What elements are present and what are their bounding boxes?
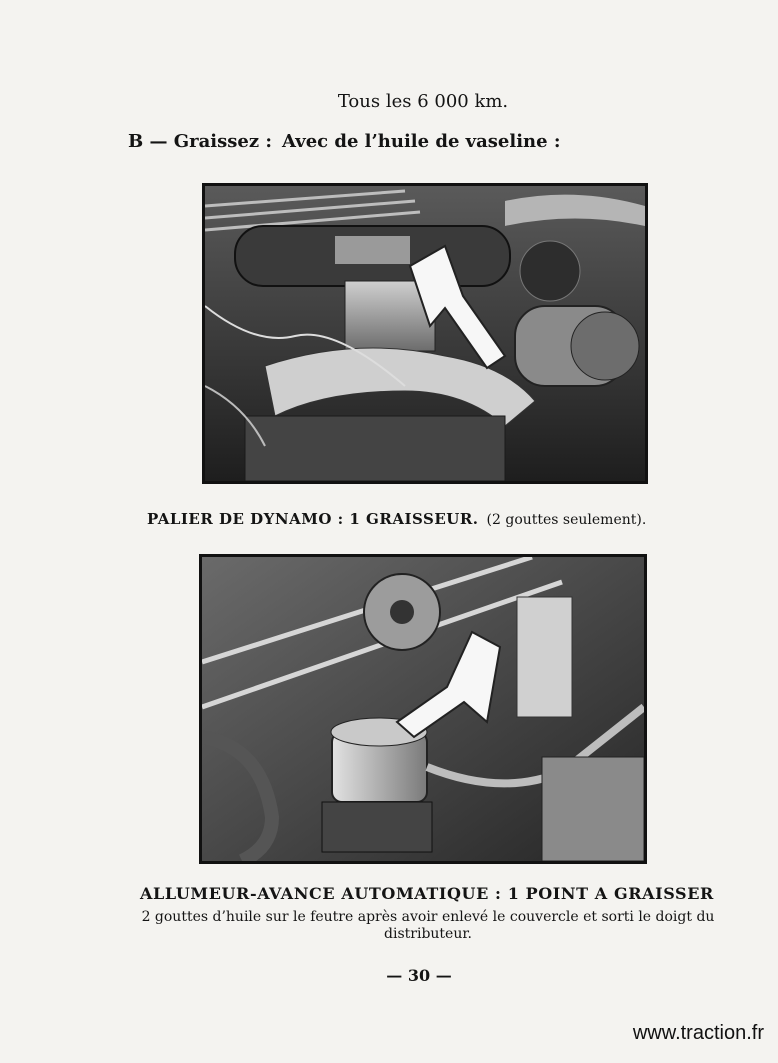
allumeur-caption-title: ALLUMEUR-AVANCE AUTOMATIQUE : 1 POINT A GRAISSER [140,884,714,903]
dynamo-caption-note: (2 gouttes seulement). [486,512,647,528]
dynamo-engine-illustration [205,186,645,481]
section-action: Graissez : [173,131,272,152]
dynamo-photo [202,183,648,484]
allumeur-caption-text: 2 gouttes d’huile sur le feutre après avoir enlevé le couvercle et sorti le doigt du distributeur. [141,909,715,942]
dynamo-caption-main: PALIER DE DYNAMO : 1 GRAISSEUR. [147,510,479,528]
dynamo-caption [147,510,646,528]
section-letter: B [128,131,144,152]
distributor-engine-illustration [202,557,644,861]
section-heading [128,131,561,152]
allumeur-photo [199,554,647,864]
section-dash: — [149,131,168,152]
section-detail: Avec de l’huile de vaseline : [282,131,561,152]
interval-heading: Tous les 6 000 km. [337,91,509,112]
site-watermark: www.traction.fr [632,1022,764,1044]
page-number: — 30 — [386,966,452,985]
